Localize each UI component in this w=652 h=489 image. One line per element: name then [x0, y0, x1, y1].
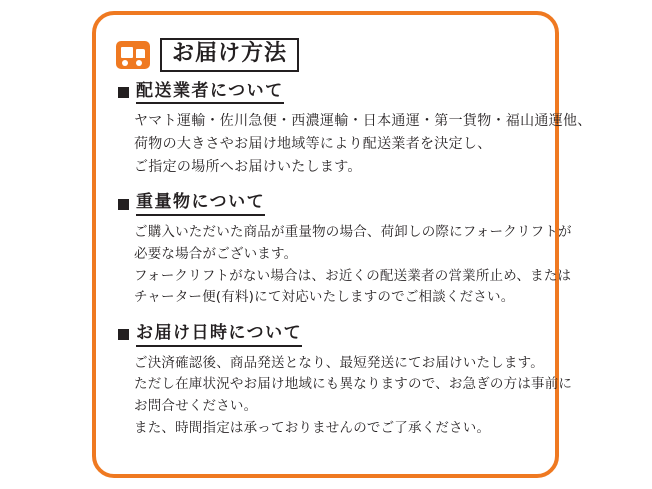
body-line: チャーター便(有料)にて対応いたしますのでご相談ください。	[134, 289, 515, 306]
section-title: 重量物について	[136, 192, 265, 215]
body-line: 荷物の大きさやお届け地域等により配送業者を決定し、	[134, 136, 492, 153]
body-line: ご決済確認後、商品発送となり、最短発送にてお届けいたします。	[134, 354, 544, 371]
section-shipping-carriers	[116, 81, 592, 178]
panel-header	[116, 35, 535, 75]
page-title-box	[160, 38, 299, 71]
section-heading-row	[118, 81, 535, 104]
delivery-truck-icon	[116, 41, 150, 69]
body-line: また、時間指定は承っておりませんのでご了承ください。	[134, 420, 491, 437]
section-heavy-items	[116, 192, 572, 309]
body-line: フォークリフトがない場合は、お近くの配送業者の営業所止め、または	[134, 267, 572, 284]
black-square-bullet-icon	[118, 199, 129, 210]
section-body	[134, 110, 592, 178]
section-heading-row	[118, 192, 535, 215]
black-square-bullet-icon	[118, 87, 129, 98]
truck-cab-shape	[136, 49, 145, 58]
black-square-bullet-icon	[118, 329, 129, 340]
body-line: お問合せください。	[134, 398, 258, 415]
body-line: ただし在庫状況やお届け地域にも異なりますので、お急ぎの方は事前に	[134, 376, 573, 393]
panel-content	[96, 15, 592, 474]
section-heading-row	[118, 323, 535, 346]
body-line: ご購入いただいた商品が重量物の場合、荷卸しの際にフォークリフトが	[134, 223, 572, 240]
section-delivery-datetime	[116, 323, 573, 440]
body-line: ご指定の場所へお届けいたします。	[134, 158, 362, 175]
truck-wheel-rear-shape	[136, 60, 142, 66]
section-body	[134, 353, 573, 440]
section-title: 配送業者について	[136, 81, 284, 104]
body-line: 必要な場合がございます。	[134, 245, 298, 262]
body-line: ヤマト運輸・佐川急便・西濃運輸・日本通運・第一貨物・福山通運他、	[134, 113, 592, 130]
truck-body-shape	[121, 47, 133, 58]
section-body	[134, 222, 572, 309]
section-title: お届け日時について	[136, 323, 302, 346]
page-title: お届け方法	[172, 41, 288, 67]
delivery-info-panel	[92, 11, 592, 478]
truck-wheel-front-shape	[122, 60, 128, 66]
